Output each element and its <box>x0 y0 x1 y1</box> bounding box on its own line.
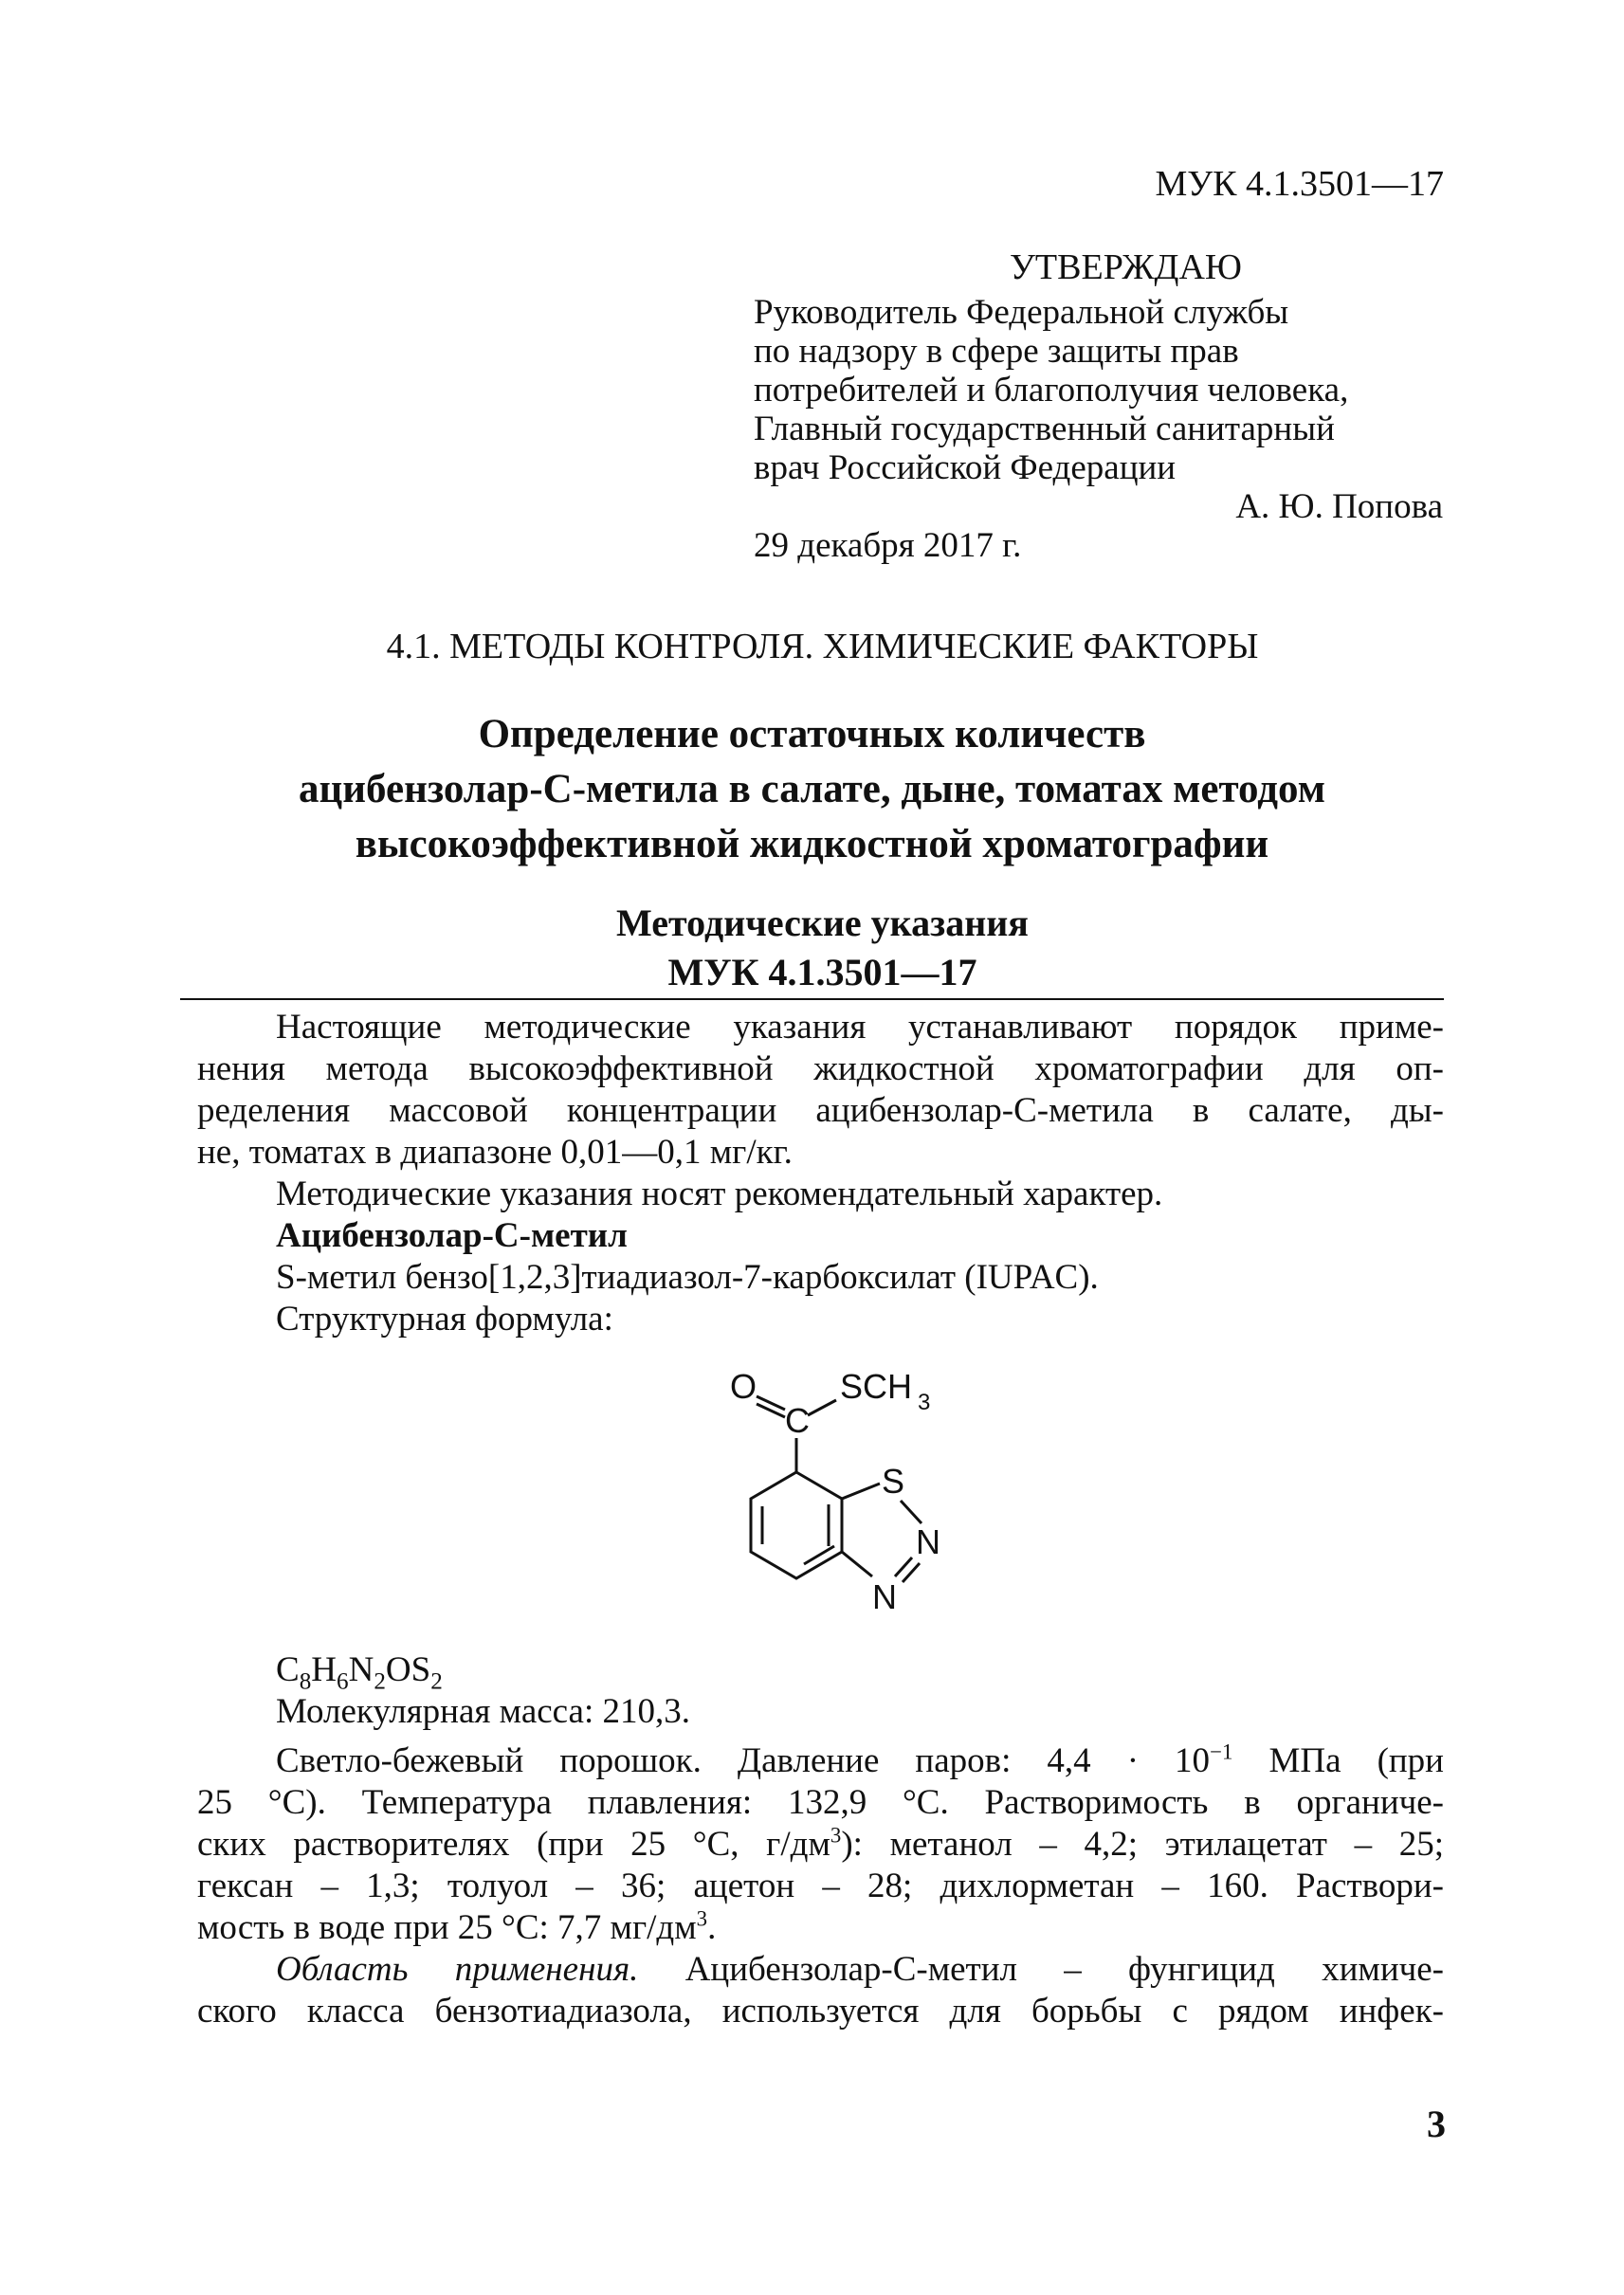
group-sch: SCH <box>840 1367 913 1406</box>
paragraph-line: не, томатах в диапазоне 0,01—0,1 мг/кг. <box>197 1133 793 1172</box>
double-bond <box>757 1404 785 1417</box>
atom-s: S <box>882 1462 905 1501</box>
paragraph-line: гексан – 1,3; толуол – 36; ацетон – 28; дихлорметан – 160. Раствори- <box>197 1867 1444 1905</box>
paragraph-line: Область применения. Ацибензолар-С-метил – фунгицид химиче- <box>276 1950 1444 1989</box>
structural-formula-label: Структурная формула: <box>276 1300 613 1339</box>
page-number: 3 <box>1427 2103 1446 2145</box>
subtitle-code: МУК 4.1.3501—17 <box>667 951 977 993</box>
molecular-formula: $C_8H_6N_2OS_2$ <box>276 1650 443 1695</box>
structural-formula-diagram <box>702 1360 1024 1635</box>
atom-o: O <box>730 1367 757 1406</box>
approval-signer: А. Ю. Попова <box>1235 487 1443 526</box>
application-label: Область применения. <box>276 1950 639 1989</box>
paragraph-line: нения метода высокоэффективной жидкостной хроматографии для оп- <box>197 1049 1444 1088</box>
approval-line: потребителей и благополучия человека, <box>754 371 1349 410</box>
bond <box>842 1484 880 1499</box>
paragraph-line: ского класса бензотиадиазола, используется для борьбы с рядом инфек- <box>197 1992 1444 2031</box>
subtitle-line: Методические указания <box>616 902 1029 944</box>
approval-heading: УТВЕРЖДАЮ <box>1010 247 1242 287</box>
bond <box>808 1400 836 1415</box>
title-line: высокоэффективной жидкостной хроматографии <box>355 822 1269 866</box>
double-bond <box>757 1396 785 1410</box>
intro-paragraph <box>197 1007 1444 1340</box>
subscript-3: 3 <box>918 1390 931 1415</box>
document-subtitle <box>0 899 1624 997</box>
bond <box>901 1501 921 1523</box>
paragraph-line: Настоящие методические указания устанавливают порядок приме- <box>276 1008 1444 1047</box>
paragraph-line: Светло-бежевый порошок. Давление паров: $4,4 \cdot 10^{-1}$ МПа (при <box>276 1739 1444 1780</box>
molecular-mass: Молекулярная масса: 210,3. <box>276 1692 691 1731</box>
atom-n: N <box>916 1522 940 1561</box>
aromatic-bond <box>804 1546 834 1564</box>
approval-block <box>754 248 1455 565</box>
paragraph-line: 25 °С). Температура плавления: 132,9 °С. Растворимость в органиче- <box>197 1783 1444 1822</box>
title-line: ацибензолар-С-метила в салате, дыне, томатах методом <box>299 767 1325 811</box>
properties-section <box>197 1649 1444 2032</box>
document-code: МУК 4.1.3501—17 <box>1155 164 1444 204</box>
atom-n: N <box>872 1577 897 1616</box>
approval-line: Руководитель Федеральной службы <box>754 293 1289 332</box>
substance-name-text: Ацибензолар-С-метил <box>276 1216 628 1255</box>
substance-name <box>197 1215 1444 1257</box>
bond <box>842 1552 872 1576</box>
paragraph-line: ских растворителях (при 25 °С, $г/дм^3$): метанол – 4,2; этилацетат – 25; <box>197 1823 1444 1864</box>
iupac-name: S-метил бензо[1,2,3]тиадиазол-7-карбоксилат (IUPAC). <box>276 1258 1099 1297</box>
advisory-note: Методические указания носят рекомендательный характер. <box>276 1175 1163 1213</box>
approval-line: по надзору в сфере защиты прав <box>754 332 1239 371</box>
paragraph-line: мость в воде при 25 °С: 7,7 $мг/дм^3$. <box>197 1906 717 1947</box>
approval-date: 29 декабря 2017 г. <box>754 526 1022 565</box>
section-heading: 4.1. МЕТОДЫ КОНТРОЛЯ. ХИМИЧЕСКИЕ ФАКТОРЫ <box>386 627 1259 666</box>
atom-c: C <box>785 1401 810 1440</box>
approval-line: Главный государственный санитарный <box>754 410 1335 448</box>
paragraph-line: ределения массовой концентрации ацибензолар-С-метила в салате, ды- <box>197 1091 1444 1130</box>
horizontal-rule <box>180 998 1444 1000</box>
approval-line: врач Российской Федерации <box>754 448 1177 487</box>
document-title <box>0 707 1624 872</box>
title-line: Определение остаточных количеств <box>478 712 1146 756</box>
